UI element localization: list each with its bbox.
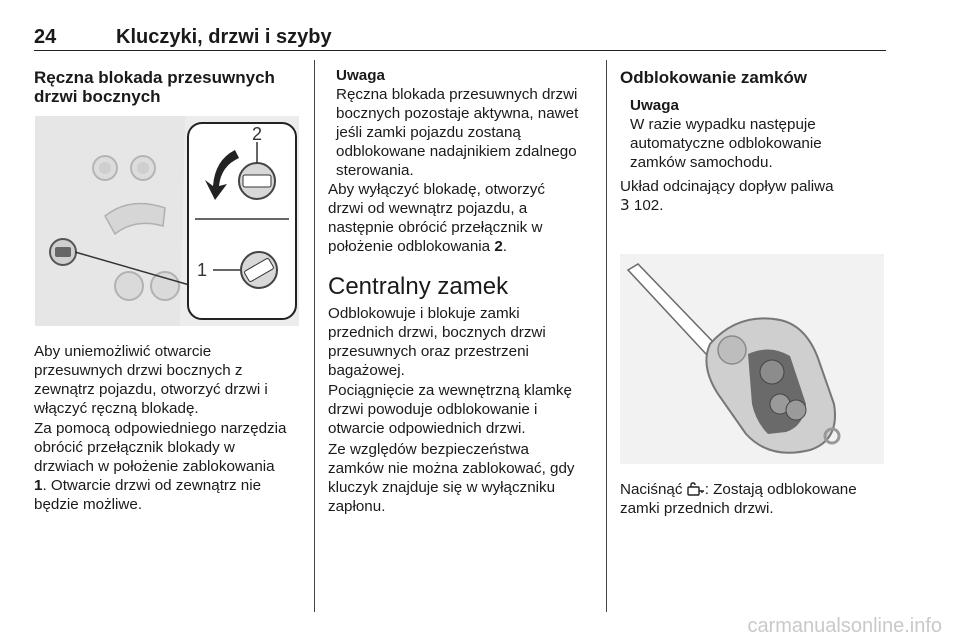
door-lock-figure	[35, 116, 299, 326]
note-title: Uwaga	[630, 97, 679, 114]
unlock-key-icon	[687, 482, 705, 496]
paragraph: Układ odcinający dopływ paliwa 3 102.	[620, 178, 834, 214]
section-heading: Odblokowanie zamków	[620, 68, 808, 87]
column-divider	[606, 60, 607, 612]
page-header	[34, 26, 886, 51]
door-lock-illustration	[35, 116, 299, 326]
page-number: 24	[34, 26, 57, 48]
paragraph: Za pomocą odpowiedniego narzędzia obrócić przełącznik blokady w drzwiach w położenie zablokowania 1. Otwarcie drzwi od zewnątrz nie będzie możliwe.	[34, 420, 287, 513]
arrow-ref-icon: 3	[620, 196, 630, 214]
paragraph: Aby wyłączyć blokadę, otworzyć drzwi od wewnątrz pojazdu, a następnie obrócić przełącznik w położenie odblokowania 2.	[328, 181, 545, 255]
van-key-figure	[620, 254, 884, 464]
figure-label-1: 1	[197, 260, 208, 280]
note-box: Uwaga W razie wypadku następuje automatyczne odblokowanie zamków samochodu.	[630, 97, 822, 171]
chapter-title: Kluczyki, drzwi i szyby	[116, 26, 332, 48]
note-title: Uwaga	[336, 67, 385, 84]
paragraph: Ze względów bezpieczeństwa zamków nie można zablokować, gdy kluczyk znajduje się w wyłączniku zapłonu.	[328, 441, 575, 515]
column-divider	[314, 60, 315, 612]
section-heading: Ręczna blokada przesuwnych drzwi bocznych	[34, 68, 275, 106]
figure-label-2: 2	[252, 124, 263, 144]
section-title: Centralny zamek	[328, 273, 509, 300]
paragraph: Naciśnąć : Zostają odblokowane zamki przednich drzwi.	[620, 481, 857, 517]
paragraph: Aby uniemożliwić otwarcie przesuwnych drzwi bocznych z zewnątrz pojazdu, otworzyć drzwi i włączyć ręczną blokadę.	[34, 343, 268, 417]
paragraph: Pociągnięcie za wewnętrzną klamkę drzwi powoduje odblokowanie i otwarcie odpowiednich drzwi.	[328, 382, 572, 437]
paragraph: Odblokowuje i blokuje zamki przednich drzwi, bocznych drzwi przesuwnych oraz przestrzeni bagażowej.	[328, 305, 546, 379]
watermark: carmanualsonline.info	[747, 615, 942, 637]
remote-key-illustration	[620, 254, 884, 464]
note-box: Uwaga Ręczna blokada przesuwnych drzwi bocznych pozostaje aktywna, nawet jeśli zamki pojazdu zostaną odblokowane nadajnikiem zdalnego sterowania.	[336, 67, 579, 179]
